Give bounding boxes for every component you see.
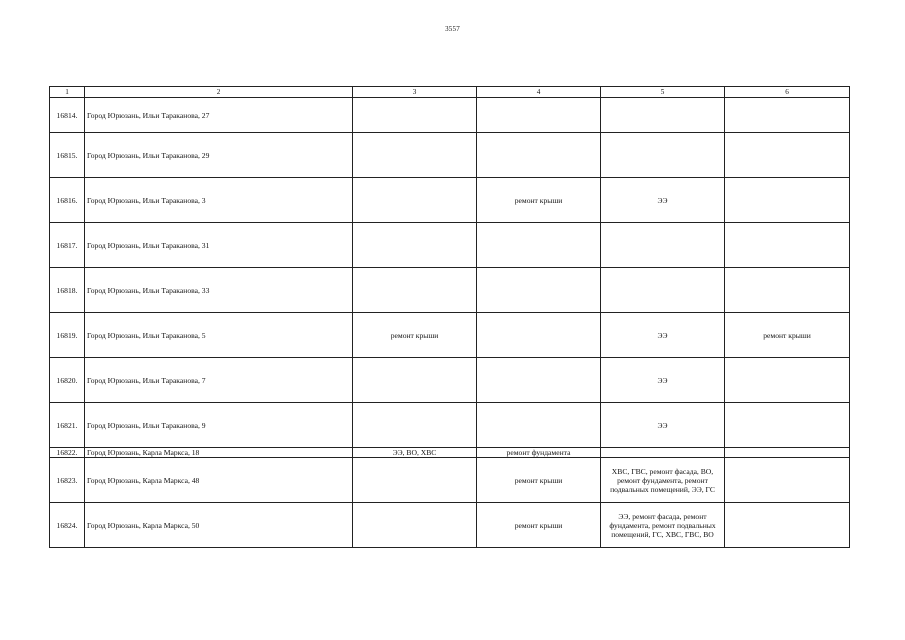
row-col-3: ЭЭ, ВО, ХВС xyxy=(353,448,477,458)
row-col-3 xyxy=(353,403,477,448)
column-header-6: 6 xyxy=(725,87,850,98)
row-col-5: ЭЭ xyxy=(601,358,725,403)
table-row xyxy=(50,448,850,458)
table-header-row xyxy=(50,87,850,98)
row-col-6 xyxy=(725,458,850,503)
row-number: 16819. xyxy=(50,313,85,358)
row-col-4: ремонт фундамента xyxy=(477,448,601,458)
row-address: Город Юрюзань, Ильи Тараканова, 7 xyxy=(85,358,353,403)
row-number: 16820. xyxy=(50,358,85,403)
row-col-4 xyxy=(477,313,601,358)
row-col-6 xyxy=(725,358,850,403)
row-number: 16815. xyxy=(50,133,85,178)
row-number: 16823. xyxy=(50,458,85,503)
row-col-6 xyxy=(725,133,850,178)
row-address: Город Юрюзань, Ильи Тараканова, 33 xyxy=(85,268,353,313)
row-col-3 xyxy=(353,178,477,223)
row-col-4 xyxy=(477,223,601,268)
row-number: 16824. xyxy=(50,503,85,548)
row-col-6: ремонт крыши xyxy=(725,313,850,358)
row-col-6 xyxy=(725,403,850,448)
row-address: Город Юрюзань, Карла Маркса, 50 xyxy=(85,503,353,548)
row-number: 16816. xyxy=(50,178,85,223)
row-col-5 xyxy=(601,133,725,178)
row-col-4 xyxy=(477,98,601,133)
row-col-5: ЭЭ xyxy=(601,403,725,448)
row-col-5 xyxy=(601,223,725,268)
row-col-5: ЭЭ xyxy=(601,178,725,223)
row-col-4 xyxy=(477,268,601,313)
row-col-6 xyxy=(725,503,850,548)
table-row xyxy=(50,133,850,178)
row-col-6 xyxy=(725,178,850,223)
table-row xyxy=(50,458,850,503)
row-number: 16822. xyxy=(50,448,85,458)
table-row xyxy=(50,98,850,133)
row-address: Город Юрюзань, Ильи Тараканова, 29 xyxy=(85,133,353,178)
row-address: Город Юрюзань, Ильи Тараканова, 27 xyxy=(85,98,353,133)
table-row xyxy=(50,178,850,223)
column-header-5: 5 xyxy=(601,87,725,98)
row-number: 16818. xyxy=(50,268,85,313)
row-col-3 xyxy=(353,358,477,403)
table-row xyxy=(50,313,850,358)
row-address: Город Юрюзань, Ильи Тараканова, 5 xyxy=(85,313,353,358)
row-number: 16814. xyxy=(50,98,85,133)
table-row xyxy=(50,268,850,313)
row-col-5: ЭЭ xyxy=(601,313,725,358)
row-col-6 xyxy=(725,223,850,268)
column-header-2: 2 xyxy=(85,87,353,98)
row-col-4 xyxy=(477,133,601,178)
row-col-4: ремонт крыши xyxy=(477,178,601,223)
row-col-5: ЭЭ, ремонт фасада, ремонт фундамента, ремонт подвальных помещений, ГС, ХВС, ГВС, ВО xyxy=(601,503,725,548)
row-col-3 xyxy=(353,223,477,268)
column-header-1: 1 xyxy=(50,87,85,98)
row-number: 16821. xyxy=(50,403,85,448)
row-col-5: ХВС, ГВС, ремонт фасада, ВО, ремонт фундамента, ремонт подвальных помещений, ЭЭ, ГС xyxy=(601,458,725,503)
row-address: Город Юрюзань, Ильи Тараканова, 3 xyxy=(85,178,353,223)
row-col-3 xyxy=(353,503,477,548)
works-table xyxy=(49,86,850,548)
column-header-4: 4 xyxy=(477,87,601,98)
row-col-3 xyxy=(353,268,477,313)
row-number: 16817. xyxy=(50,223,85,268)
row-col-5 xyxy=(601,268,725,313)
row-address: Город Юрюзань, Ильи Тараканова, 9 xyxy=(85,403,353,448)
row-col-6 xyxy=(725,98,850,133)
row-col-4: ремонт крыши xyxy=(477,503,601,548)
row-col-3 xyxy=(353,458,477,503)
row-address: Город Юрюзань, Карла Маркса, 18 xyxy=(85,448,353,458)
row-address: Город Юрюзань, Карла Маркса, 48 xyxy=(85,458,353,503)
row-col-5 xyxy=(601,448,725,458)
table-row xyxy=(50,358,850,403)
row-col-5 xyxy=(601,98,725,133)
row-col-4 xyxy=(477,403,601,448)
row-col-3 xyxy=(353,98,477,133)
column-header-3: 3 xyxy=(353,87,477,98)
row-col-3: ремонт крыши xyxy=(353,313,477,358)
row-col-4 xyxy=(477,358,601,403)
page-number: 3557 xyxy=(445,25,460,33)
row-col-3 xyxy=(353,133,477,178)
table-row xyxy=(50,503,850,548)
row-col-4: ремонт крыши xyxy=(477,458,601,503)
row-address: Город Юрюзань, Ильи Тараканова, 31 xyxy=(85,223,353,268)
row-col-6 xyxy=(725,448,850,458)
table-row xyxy=(50,403,850,448)
table-row xyxy=(50,223,850,268)
row-col-6 xyxy=(725,268,850,313)
